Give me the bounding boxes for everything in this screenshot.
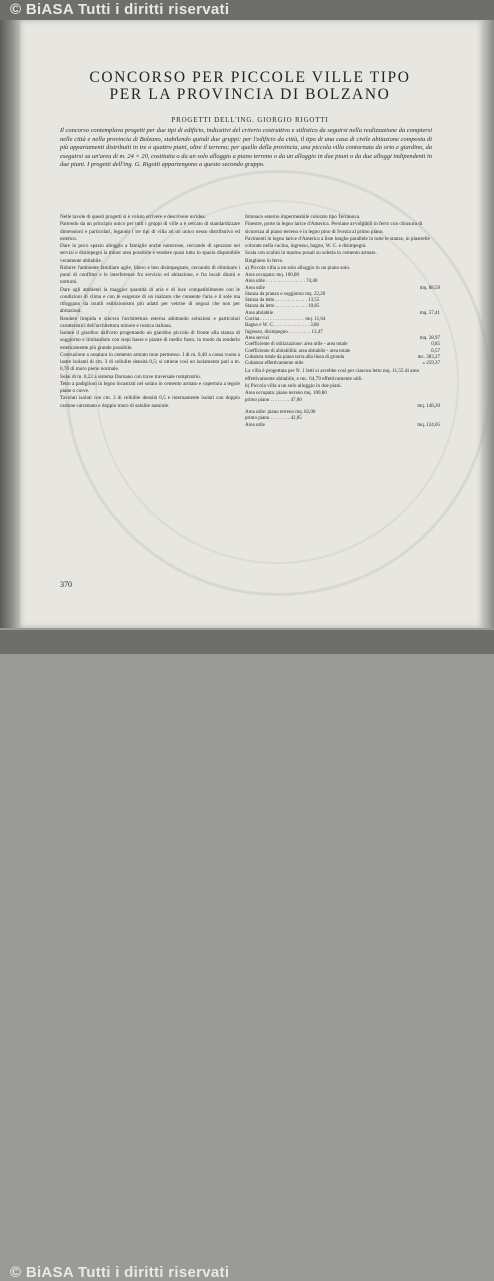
table-cell-value: mq. 124,05 xyxy=(417,422,440,428)
table-cell-value: mq. 28,97 xyxy=(419,335,440,341)
section-b-heading: b) Piccola villa a un solo alloggio in due piani. xyxy=(245,382,342,389)
table-cell-label: Cubatura effettivamente utile xyxy=(245,361,304,367)
body-paragraph: Rendere limpida e sincera l'architettura esterna adottando soluzioni e particolari caratteristici dell'architettura minore e rustica italiana. xyxy=(60,315,240,329)
body-paragraph: Isolare il giardino dall'orto progettando un giardino piccolo di fronte alla stanza di soggiorno e limitandolo con siepi basse e piante di medio fusto, in modo da renderlo esteticamente più grande possibile. xyxy=(60,330,240,351)
table-cell-label: Area occupata: piano terreno mq. 100,80 xyxy=(245,391,327,397)
section-a-heading: a) Piccola villa a un solo alloggio in un piano solo. xyxy=(245,264,351,271)
body-paragraph: Solai di m. 0,22 a sistema Dornano con trave traversale romptratrio. xyxy=(60,373,202,380)
table-cell-value: mq. 148,20 xyxy=(417,403,440,409)
table-cell-value: 0,57 xyxy=(431,348,440,354)
body-paragraph: Intonaco esterno impermeabile colorato tipo Terranova. xyxy=(245,214,361,220)
article-subtitle: PROGETTI DELL'ING. GIORGIO RIGOTTI xyxy=(171,116,329,124)
section-b-table xyxy=(245,391,440,429)
watermark-top: © BiASA Tutti i diritti riservati xyxy=(10,1,230,18)
page-number: 370 xyxy=(60,580,72,589)
page-edge-left xyxy=(0,20,20,628)
table-cell-label: Area occupata: mq. 100,80 xyxy=(245,273,300,278)
table-cell-label: Area utile . . . . . . . . . . . . . . . . 74,40 xyxy=(245,279,318,285)
body-paragraph: Ridurre l'ambiente familiare agile, libero e ben disimpegnato, cercando di eliminare i punti di conflitto e le interferenze fra servizio ed abitazione, e fra locali diurni e notturni. xyxy=(60,264,240,286)
body-paragraph: Costruzione a ossatura in cemento armato mun permesso. I di m. 0,40 a cassa vuota a lastre isolanti di cm. 3 di cellulite densità 0,5; si ottiene così un isolamento pari a m. 0,70 di muro pieno normale. xyxy=(60,351,240,373)
table-cell-value: » 259,37 xyxy=(422,361,440,367)
body-paragraph: Nelle tavole di questi progetti si è voluto scrivere e descrivere un'idea. xyxy=(60,214,206,220)
table-cell-label: Stanza da letto . . . . . . . . . . . . . 10,85 xyxy=(245,304,320,310)
table-cell-label: Area utile xyxy=(245,285,265,291)
body-paragraph: Scala con scalini in marmo posati su soletta in cemento armato. xyxy=(245,250,377,257)
section-a-note: La villa è progettata per N. 1 letti si avrebbe così per ciascun letto mq. 11,55 di area effettivamente abitabile, e mc. 64,79 effettivamente utili. xyxy=(245,368,419,382)
table-cell-label: primo piano . . . . . . . . 42,05 xyxy=(245,416,302,422)
table-cell-label: Cucina . . . . . . . . . . . . . . . . . . mq. 11,64 xyxy=(245,317,326,323)
body-paragraph: Pavimenti in legno larice d'America a liste lunghe parallele in tutte le stanze, in piastrelle colorate nella cucina, ingresso, bagno, W. C. e disimpegni. xyxy=(245,235,430,249)
table-cell-label: primo piano . . . . . . . . 47,00 xyxy=(245,397,302,403)
body-paragraph: Tavolati isolati con cm. 3 di cellulite densità 0,5 e internamente isolati con doppio cartone catramato e doppio muro di salulite naturale. xyxy=(60,395,240,409)
table-row xyxy=(245,361,440,367)
body-paragraph: Partendo da un principio unico per tutti i gruppi di ville a è cercato di standardizzare dimensioni e particolari, legando i tre tipi di villa ad un unico nesso distributivo ed estetico. xyxy=(60,221,240,242)
section-a-table xyxy=(245,273,440,367)
table-cell-label: Ingresso, disimpegno . . . . . . . . . 13,47 xyxy=(245,329,323,335)
left-column xyxy=(60,214,240,410)
table-cell-label: Coefficiente di utilizzazione: area utile - area totale xyxy=(245,342,348,348)
table-cell-value: mq. 57,41 xyxy=(419,310,440,316)
table-cell-label: Bagno e W. C. . . . . . . . . . . . . . . 3,86 xyxy=(245,323,320,329)
intro-paragraph: Il concorso contemplava progetti per due tipi di edificio, indicativi del criterio costruttivo e stilistico da seguirsi nella realizzazione da compiersi nelle città e nella provincia di Bolzano, stabilendo quindi due gruppi: per l'edificio da città, il tipo di una casa di civile abitazione composta di più appartamenti distribuiti in tre o quattro piani, oltre il terreno; per quello della provincia, una piccola villa contornata da orto e giardino, da eseguirsi su un'area di m. 24 × 20, costituita o da un solo alloggio a piano terreno o da un alloggio in due piani o da due alloggi indipendenti in due piani. I progetti dell'ing. G. Rigotti appartengono a questo secondo gruppo. xyxy=(60,127,432,169)
table-cell-label: Cubatura totale da piano terra alla linea di gronda xyxy=(245,354,345,360)
table-cell-label: Stanza da letto . . . . . . . . . . . . . 13,55 xyxy=(245,298,320,304)
table-cell-value: mq. 88,59 xyxy=(419,285,440,291)
table-cell-label: Coefficiente di abitabilità: area abitabile - area totale xyxy=(245,348,351,354)
body-paragraph: Dare agli ambienti la maggior quantità di aria e di luce compatibilmente con le condizioni di clima e con le esigenze di un inalzato che consente l'aria e il sole ma rifuggano da inutili esibizionismi più adatti per vetrine di negozi che non per abitazioni. xyxy=(60,286,240,315)
body-paragraph: Tetto a padiglioni in legno incastrati nel solaio in cemento armato e copertura a tegole piane o curve. xyxy=(60,380,240,394)
table-row xyxy=(245,423,440,429)
article-title-line-2: PER LA PROVINCIA DI BOLZANO xyxy=(109,86,391,103)
table-cell-label: Area utile xyxy=(245,422,265,428)
body-paragraph: Finestre, porte in legno larice d'America. Persiane avvolgibili in ferro con chiusura di sicurezza al piano terreno e in legno pino di Svezia al primo piano. xyxy=(245,221,423,235)
table-cell-value: 0,85 xyxy=(431,342,440,348)
table-cell-label: Stanza da pranzo e soggiorno mq. 22,20 xyxy=(245,291,326,297)
table-cell-label: Area utile: piano terreno mq. 82,00 xyxy=(245,410,316,416)
watermark-bottom: © BiASA Tutti i diritti riservati xyxy=(10,1264,230,1281)
right-column xyxy=(245,214,440,430)
scan-bottom-bar xyxy=(0,630,494,1281)
table-cell-label: Area servizi xyxy=(245,335,270,341)
page-edge-right xyxy=(482,20,494,628)
scan-top-bar xyxy=(0,0,494,20)
table-cell-value: mc. 383,27 xyxy=(417,354,440,360)
table-cell-label: Area abitabile xyxy=(245,310,274,316)
article-title-line-1: CONCORSO PER PICCOLE VILLE TIPO xyxy=(89,69,411,86)
body-paragraph: Ringhiere in ferro. xyxy=(245,257,284,264)
body-paragraph: Dare in poco spazio alloggio a famiglie anche numerose, cercando di spezzare nei servizi e disimpegni la minor area possibile e rendere quasi tutto lo spazio disponibile veramente abitabile. xyxy=(60,243,240,264)
